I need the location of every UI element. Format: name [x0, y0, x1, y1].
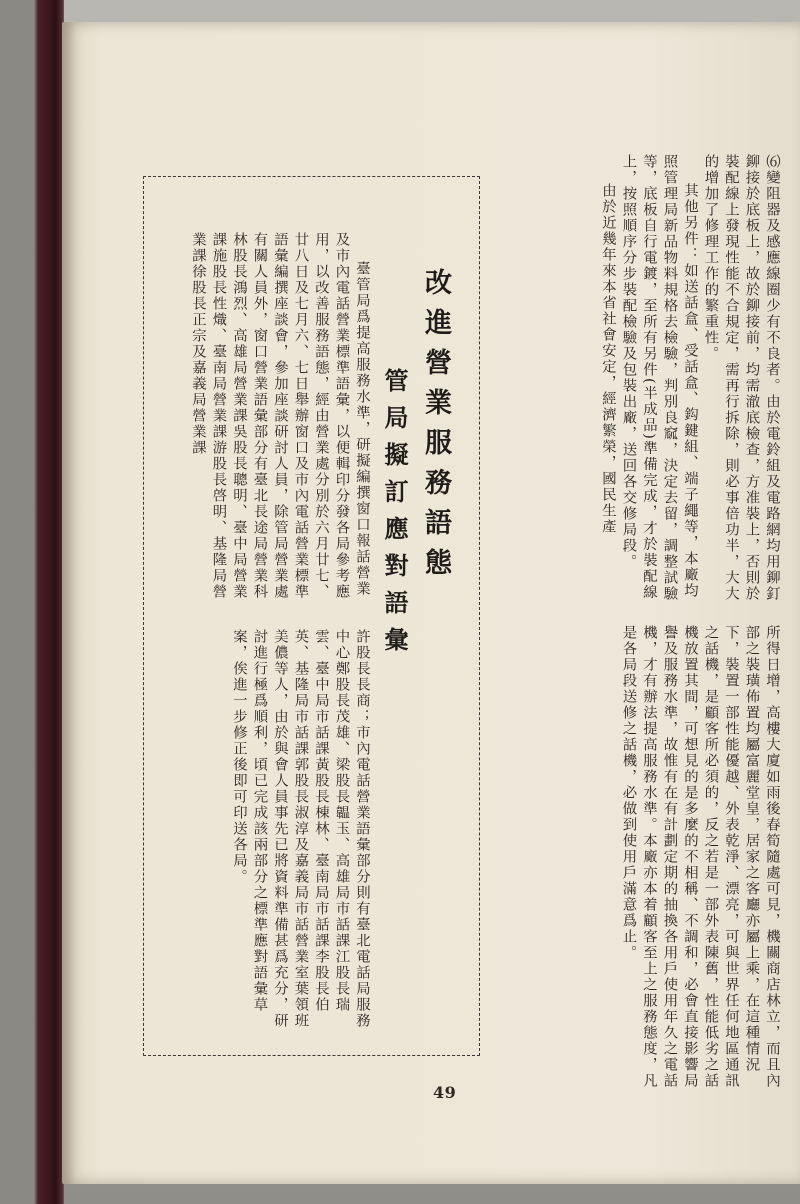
article-body-lower: [173, 629, 372, 1039]
book-spine: [0, 0, 64, 1204]
right-column-upper-text: [500, 154, 782, 609]
page-number: 49: [433, 1083, 457, 1102]
article-body-upper-text: 臺管局爲提高服務水準，研擬編撰窗口報話營業及市內電話營業標準語彙，以便輯印分發各局參考應用，以改善服務語態，經由營業處分別於六月廿七、廿八日及七月六、七日舉辦窗口及市內電話營業標準語彙編撰座談會，參加座談研討人員，除管局營業處有關人員外，窗口營業語彙部分有臺北長途局營業科林股長鴻烈、高雄局營業課吳股長聰明、臺中局營業課施股長性熾、臺南局營業課游股長啓明、基隆局營業課徐股長正宗及嘉義局營業課: [190, 232, 370, 600]
paragraph-other-parts: 其他另件：如送話盒、受話盒、鈎鍵組、端子繩等，本廠均照管理局新品物料規格去檢驗，判別良窳，決定去留，調整試驗等，底板自行電鍍，至所有另件(半成品)準備完成，才於裝配線上，按照順序分步裝配檢驗及包裝出廠，送回各交修局段。: [620, 154, 698, 602]
paragraph-variable-resistor: ⑹變阻器及感應線圈少有不良者。由於電鈴組及電路網均用鉚釘鉚接於底板上，故於鉚接前，均需澈底檢查，方准裝上，否則於裝配線上發現性能不合規定，需再行拆除，則必事倍功半，大大的增加了修理工作的繁重性。: [702, 154, 780, 602]
article-title: 改進營業服務語態: [420, 268, 451, 588]
paragraph-economy: 由於近幾年來本省社會安定，經濟繁榮，國民生產: [600, 182, 616, 535]
paragraph-continuation: 所得日增，高樓大廈如雨後春筍隨處可見，機關商店林立，而且內部之裝璜佈置均屬富麗堂皇，居家之客廳亦屬上乘，在這種情況下，裝置一部性能優越、外表乾淨、漂亮，可與世界任何地區通訊之話機，是顧客所必須的，反之若是一部外表陳舊，性能低劣之話機放置其間，可想見的是多麼的不相稱、不調和，必會直接影響局譽及服務水準，故惟有在有計劃定期的抽換各用戶使用年久之電話機，才有辦法提高服務水準。本廠亦本着顧客至上之服務態度，凡是各局段送修之話機，必做到使用戶滿意爲止。: [620, 625, 780, 1089]
article-body-upper: [160, 232, 372, 612]
article-body-lower-text: 許股長長商；市內電話營業語彙部分則有臺北電話局服務中心鄭股長茂雄、梁股長韞玉、高雄局市話課江股長瑞雲、臺中局市話課黃股長棟林、臺南局市話課李股長伯英、基隆局市話課郭股長淑淳及嘉義局市話營業室葉領班美儂等人，由於與會人員事先已將資料準備甚爲充分，研討進行極爲順利，頃已完成該兩部分之標準應對語彙草案，俟進一步修正後即可印送各局。: [231, 629, 370, 1029]
article-subtitle: 管局擬訂應對語彙: [380, 368, 409, 664]
right-column-lower-text: [533, 625, 782, 1097]
